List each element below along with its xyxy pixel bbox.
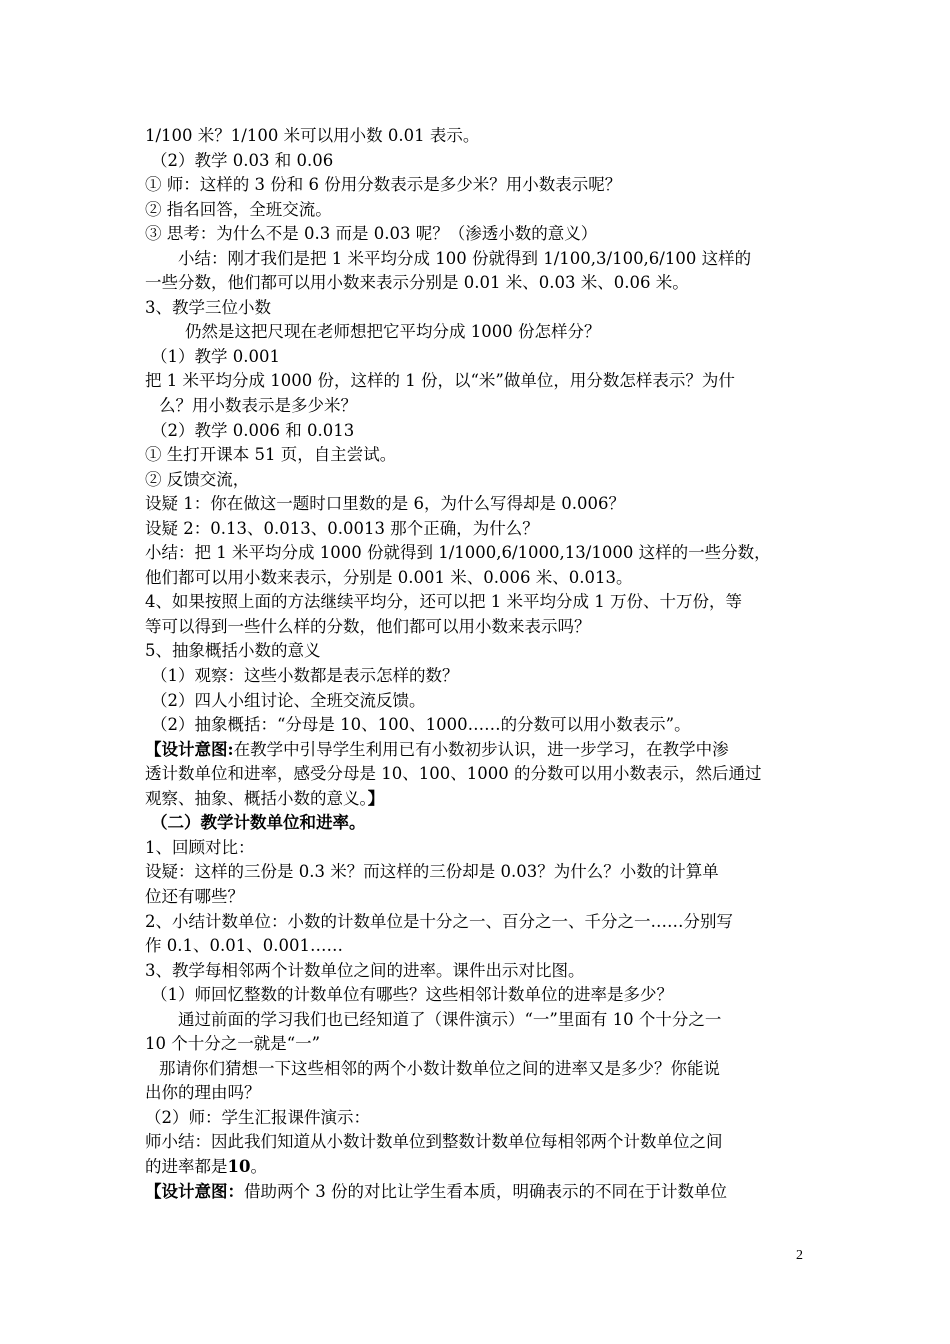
text-line: 仍然是这把尺现在老师想把它平均分成 1000 份怎样分？ — [185, 322, 601, 342]
text-line: （2）师：学生汇报课件演示： — [145, 1107, 370, 1127]
text-line: ② 反馈交流， — [145, 469, 250, 489]
text-line: 一些分数，他们都可以用小数来表示分别是 0.01 米、0.03 米、0.06 米。 — [145, 273, 689, 293]
text-line: 等可以得到一些什么样的分数，他们都可以用小数来表示吗？ — [145, 616, 591, 636]
design-intent-close: 】 — [367, 788, 385, 808]
text-line — [145, 787, 813, 812]
text-line: （1）师回忆整数的计数单位有哪些？这些相邻计数单位的进率是多少？ — [151, 985, 673, 1005]
text-line: 出你的理由吗？ — [145, 1083, 261, 1103]
text-line: 设疑 2：0.13、0.013、0.0013 那个正确，为什么？ — [145, 518, 539, 538]
page-number: 2 — [796, 1248, 803, 1263]
text-line: （2）教学 0.03 和 0.06 — [151, 150, 334, 170]
design-intent-text: 观察、抽象、概括小数的意义。 — [145, 788, 368, 808]
design-intent-paragraph — [145, 738, 813, 763]
text-line: 把 1 米平均分成 1000 份，这样的 1 份，以“米”做单位，用分数怎样表示？为什 — [145, 371, 735, 391]
text-line: 他们都可以用小数来表示，分别是 0.001 米、0.006 米、0.013。 — [145, 567, 633, 587]
text-line: 设疑：这样的三份是 0.3 米？而这样的三份却是 0.03？为什么？小数的计算单 — [145, 862, 719, 882]
text-line: （2）教学 0.006 和 0.013 — [151, 420, 355, 440]
text-line: （2）抽象概括：“分母是 10、100、1000……的分数可以用小数表示”。 — [151, 715, 691, 735]
design-intent-text: 在教学中引导学生利用已有小数初步认识，进一步学习，在教学中渗 — [233, 739, 729, 759]
document-body — [145, 124, 813, 1204]
text-line: 3、教学每相邻两个计数单位之间的进率。课件出示对比图。 — [145, 960, 585, 980]
section-heading: （二）教学计数单位和进率。 — [151, 813, 366, 833]
text-line: 2、小结计数单位：小数的计数单位是十分之一、百分之一、千分之一……分别写 — [145, 911, 733, 931]
design-intent-label: 【设计意图： — [145, 1181, 244, 1201]
text-line: ② 指名回答，全班交流。 — [145, 199, 332, 219]
text-segment: 的进率都是 — [145, 1156, 228, 1176]
text-segment: 。 — [250, 1156, 267, 1176]
text-line — [145, 1155, 813, 1180]
text-line: 1/100 米？1/100 米可以用小数 0.01 表示。 — [145, 126, 480, 145]
text-line: （1）教学 0.001 — [151, 346, 280, 366]
text-line: 通过前面的学习我们也已经知道了（课件演示）“一”里面有 10 个十分之一 — [178, 1009, 722, 1029]
text-line: 3、教学三位小数 — [145, 297, 271, 317]
design-intent-label: 【设计意图: — [145, 739, 234, 759]
text-line: 位还有哪些？ — [145, 886, 244, 906]
text-line: 师小结：因此我们知道从小数计数单位到整数计数单位每相邻两个计数单位之间 — [145, 1132, 723, 1152]
text-line: 透计数单位和进率，感受分母是 10、100、1000 的分数可以用小数表示，然后通过 — [145, 764, 762, 784]
design-intent-paragraph — [145, 1180, 813, 1205]
text-line: 1、回顾对比： — [145, 837, 255, 857]
text-line: ① 师：这样的 3 份和 6 份用分数表示是多少米？用小数表示呢？ — [145, 175, 622, 195]
text-line: （1）观察：这些小数都是表示怎样的数？ — [151, 666, 459, 686]
text-line: （2）四人小组讨论、全班交流反馈。 — [151, 690, 426, 710]
text-line: ① 生打开课本 51 页，自主尝试。 — [145, 445, 397, 465]
design-intent-text: 借助两个 3 份的对比让学生看本质，明确表示的不同在于计数单位 — [244, 1181, 727, 1201]
text-line: 5、抽象概括小数的意义 — [145, 641, 321, 661]
text-line: 4、如果按照上面的方法继续平均分，还可以把 1 米平均分成 1 万份、十万份，等 — [145, 592, 742, 612]
rate-value: 10 — [227, 1156, 251, 1176]
text-line: 那请你们猜想一下这些相邻的两个小数计数单位之间的进率又是多少？你能说 — [159, 1058, 720, 1078]
text-line: 作 0.1、0.01、0.001…… — [145, 936, 343, 956]
text-line: ③ 思考：为什么不是 0.3 而是 0.03 呢？（渗透小数的意义） — [145, 224, 598, 244]
text-line: 10 个十分之一就是“一” — [145, 1034, 321, 1054]
text-line: 小结：把 1 米平均分成 1000 份就得到 1/1000,6/1000,13/1000 这样的一些分数， — [145, 543, 771, 563]
text-line: 设疑 1：你在做这一题时口里数的是 6，为什么写得却是 0.006？ — [145, 494, 625, 514]
text-line: 小结：刚才我们是把 1 米平均分成 100 份就得到 1/100,3/100,6/100 这样的 — [178, 248, 752, 268]
text-line: 么？用小数表示是多少米？ — [159, 396, 357, 416]
